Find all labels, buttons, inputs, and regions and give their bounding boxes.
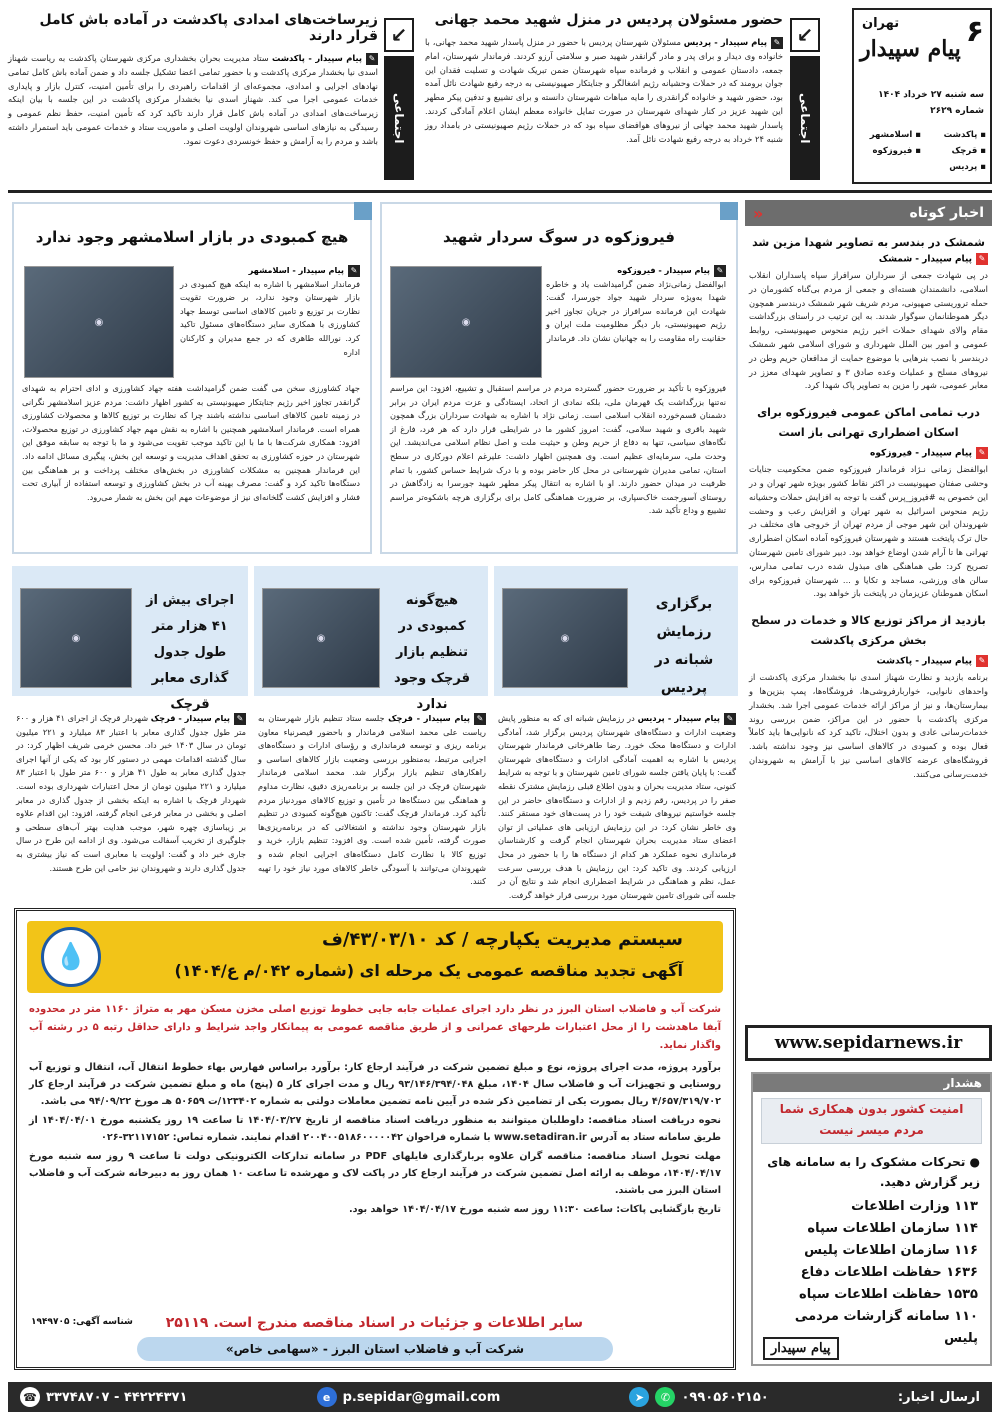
article-title: حضور مسئولان پردیس در منزل شهید محمد جهانی — [434, 12, 783, 28]
article-body: جهاد کشاورزی سخن می گفت ضمن گرامیداشت هفته جهاد کشاورزی و ادای احترام به شهدای گرانقدر تجاوز اخیر رژیم جنایتکار صهیونیستی به کشور اظهار داشت: مردم عزیز اسلامشهر نگرانی در زمینه تامین کالاهای اساسی نداشته باشند چرا که نظارت بر توزیع کالاها و محصولات کشاورزی همراه است. فرماندار اسلامشهر همچنین با اشاره به نقش مهم جهاد کشاورزی در توزیع محصولات، افزود: همکاری شرکت‌ها با ما با این تاکید موجب تقویت می‌شود و ما با توجه به سابقه موفق این شهرستان در حوزه کشاورزی به تحقق اهداف مدیریت و توسعه این بخش، پیگیری مسائل ادامه داد. این فرماندار همچنین به مشکلات کشاورزی در بخش‌های مختلف پرداخت و بر هماهنگی بین دستگاه‌ها تاکید کرد و گفت: مصرف بهینه آب در بخش کشاورزی و توسعه استفاده از آبیاری تحت فشار و افزایش کشت گلخانه‌ای نیز از موضوعات مهم این بخش به شمار می‌رود. — [22, 383, 360, 502]
article-lead: ✎پیام سپیدار - اسلامشهر فرماندار اسلامشهر با اشاره به اینکه هیچ کمبودی در بازار شهرستان وجود ندارد، بر ضرورت تقویت نظارت بر توزیع و تامین کالاهای اساسی توسط جهاد کشاورزی با همکاری سایر دستگاه‌های مسئول تاکید کرد. نورالله طاهری که در جمع مدیران و کارکنان اداره — [180, 265, 360, 357]
byline-icon: ✎ — [771, 37, 783, 49]
photo-curb-work: ◉ — [20, 588, 132, 688]
byline-icon: ✎ — [714, 265, 726, 277]
ad-title-2: آگهی تجدید مناقصه عمومی یک مرحله ای (شماره ۰۴۲/م ع/۱۴۰۴) — [174, 961, 683, 980]
region-pardis: ▪ پردیس — [949, 162, 986, 172]
sidebar-item-body: برنامه بازدید و نظارت شهناز اسدی نیا بخشدار مرکزی پاکدشت از واحدهای نانوایی، خواربارفروشی‌ها، فروشگاه‌ها، پمپ بنزین‌ها و بیمارستان‌ها، و نیز از مراکز ارائه خدمات عمومی اجرا شد. بخشدار مرکزی پاکدشت با حضور در این مراکز، ضمن بررسی روند خدمات‌رسانی عادی و بدون اختلال، تاکید کرد که نانوایی‌ها باید کاملاً فعال بوده و کمبودی در کالاهای اساسی نیز وجود نداشته باشد. فروشگاه‌های عرضه کالاهای اساسی نیز با آرامش به شهروندان خدمت‌رسانی می‌کنند. — [749, 672, 988, 779]
alert-numbers — [753, 1196, 990, 1350]
ad-para-2: نحوه دریافت اسناد مناقصه: داوطلبان میتوانند به منظور دریافت اسناد مناقصه از تاریخ ۱۴۰۴/۰۳/۲۷ تا ساعت ۱۹ روز یکشنبه مورخ ۱۴۰۴/۰۴/۰۱ از طریق سامانه ستاد به آدرس www.setadiran.ir با شماره فراخوان ۲۰۰۴۰۰۵۱۸۶۰۰۰۰۰۴۲ اقدام نمایند. شماره تماس: ۳۲۱۱۷۱۵۲-۰۲۶ — [29, 1115, 721, 1143]
tender-ad — [14, 908, 736, 1370]
article-bottom-3-content — [12, 566, 248, 712]
ad-footer-red: سایر اطلاعات و جزئیات در اسناد مناقصه مندرج است. ۲۵۱۱۹ — [165, 1315, 583, 1331]
article-lead: ✎پیام سپیدار - فیروزکوه ابوالفضل زمانی‌نژاد ضمن گرامیداشت یاد و خاطره شهدا به‌ویژه سردار شهید جواد جورسرا، گفت: شهادت این فرمانده سرافراز در جریان تجاوز اخیر رژیم صهیونیستی، بار دیگر مظلومیت ملت ایران و حقانیت راه مقاومت را به جهانیان نشان داد. فرماندار — [546, 265, 726, 343]
sidebar-item-byline: پیام سپیدار - شمشک — [878, 254, 972, 265]
sidebar-item-byline: پیام سپیدار - پاکدشت — [876, 656, 972, 667]
masthead-issue: شماره ۲۶۲۹ — [930, 106, 984, 116]
article-top-2 — [8, 8, 378, 186]
ad-header — [27, 921, 723, 993]
article-body: ✎پیام سپیدار - پردیس مسئولان شهرستان پردیس با حضور در منزل پاسدار شهید محمد جهانی، با خانواده وی دیدار و برای پدر و مادر گرانقدر شهید صبر و سلامتی آرزو کردند. فرماندار شهرستان، امام جمعه، دادستان عمومی و انقلاب و فرمانده سپاه شهرستان ضمن تبریک شهادت و تسلیت فقدان این جوان برومند که در حملات وحشیانه رژیم اشغالگر و جنایتکار صهیونیستی به درجه رفیع شهادت نائل آمده بود، حضور شهید و خانواده گرانقدری را مایه مباهات شهرستان دانسته و برای تشییع و تدفین پیکر مطهر این شهید عزیز در کنار شهدای شهرستان در صورت تمایل خانواده معظم ایشان اعلام آمادگی کردند. پاسدار شهید محمد جهانی از نیروهای هوافضای سپاه بود که در حملات رژیم صهیونیستی در بامداد روز شنبه ۲۴ خرداد به درجه رفیع شهادت نائل آمد. — [425, 37, 783, 144]
divider — [8, 190, 992, 193]
footer-send-label: ارسال اخبار: — [897, 1389, 980, 1405]
region-firuzkuh: ▪ فیروزکوه — [872, 146, 921, 156]
masthead-regions — [856, 130, 986, 172]
hotline-item: ۱۱۶ سازمان اطلاعات پلیس — [804, 1243, 978, 1258]
sidebar-item-title: درب تمامی اماکن عمومی فیروزکوه برای اسکان اضطراری تهرانی باز است — [757, 406, 980, 440]
byline-icon: ✎ — [366, 53, 378, 65]
footer-bar — [8, 1382, 992, 1412]
ad-logo — [41, 927, 101, 987]
region-eslamshahr: ▪ اسلامشهر — [869, 130, 921, 140]
arrow-icon: ↙ — [384, 18, 414, 52]
masthead-city: تهران — [862, 16, 900, 31]
sidebar-item-title: شمشک در بندسر به تصاویر شهدا مزین شد — [752, 236, 985, 249]
article-title: هیچ کمبودی در بازار اسلامشهر وجود ندارد — [35, 228, 349, 246]
masthead-logo: پیام سپیدار — [860, 36, 961, 62]
ad-footer-company: شرکت آب و فاضلاب استان البرز - «سهامی خاص» — [137, 1337, 613, 1361]
article-body: فیروزکوه با تأکید بر ضرورت حضور گسترده مردم در مراسم استقبال و تشییع، افزود: این مراسم نه‌تنها بزرگداشت یک قهرمان ملی، بلکه نمادی از اتحاد، ایستادگی و عزت مردم ایران در برابر دشمنان قسم‌خورده انقلاب اسلامی است. زمانی نژاد با اشاره به شهادت سرداران بزرگ همچون شهید باقری و شهید سلامی، گفت: امروز کشور ما در شرایطی قرار دارد که هر فرد، فارغ از نگاه‌های سیاسی، تنها به دفاع از حریم وطن و حیثیت ملت و اصل نظام اسلامی می‌اندیشد. این وحدت ملی، سرمایه‌ای عظیم است. وی همچنین اظهار داشت: علیرغم اعلام دورکاری در سطح استان، تمامی مدیران شهرستانی در محل کار حاضر بوده و با درک شرایط حساس کشور، با تمام ظرفیت در میدان حضور دارند. او با اشاره به انتقال پیکر مطهر شهید جورسرا به زادگاهش در روستای آسورجمت خاک‌سپاری، بر ضرورت هماهنگی کامل برای برگزاری هرچه باشکوه‌تر مراسم تشییع و وداع تأکید شد. — [390, 383, 726, 516]
article-title: برگزاری رزمایش شبانه در پردیس — [654, 596, 714, 696]
telegram-icon: ➤ — [629, 1387, 649, 1407]
chevron-icon: « — [753, 203, 764, 223]
corner-mark — [720, 202, 738, 220]
masthead — [852, 8, 992, 184]
article-bottom-1-content — [494, 566, 738, 696]
article-title: هیچ‌گونه کمبودی در تنظیم بازار قرچک وجود ندارد — [393, 593, 471, 712]
article-mid-1 — [380, 202, 738, 554]
region-gharchak: ▪ قرچک — [951, 146, 986, 156]
article-bottom-1-body: ✎پیام سپیدار - پردیس در رزمایش شبانه ای که به منظور پایش وضعیت ادارات و دستگاه‌های شهرستان پردیس برگزار شد، آمادگی ادارات و دستگاه‌ها محک خورد. رضا طاهرخانی فرماندار شهرستان پردیس با اشاره به اهمیت آمادگی ادارات و دستگاه‌های شهرستان گفت: با پایان یافتن جلسه شورای تامین شهرستان و با توجه به شرایط کنونی، ستاد مدیریت بحران و بدون اطلاع قبلی رزمایش مشترک نقطه صفر را در پردیس، رقم زدیم و از ادارات و دستگاه‌های حاضر در این جلسه خواستیم نیروهای شیفت خود را در پست‌های خود مستقر کنند. وی خاطر نشان کرد: در این رزمایش ارزیابی های عملیاتی از توان اعضای ستاد مدیریت بحران شهرستان انجام گرفت و کارشناسان فرمانداری نحوه عملکرد هر کدام از دستگاه ها را با حضور در محل ارزیابی کردند. وی تاکید کرد: این رزمایش با هدف بررسی سرعت عمل، نظم و هماهنگی در شرایط اضطراری انجام شد و نتایج آن در جلسه آتی شورای تامین شهرستان مورد بررسی قرار خواهد گرفت. — [498, 713, 736, 900]
hotline-item: ۱۱۳ وزارت اطلاعات — [851, 1199, 978, 1214]
website-link[interactable]: www.sepidarnews.ir — [745, 1025, 992, 1061]
water-drop-icon: 💧 — [54, 942, 88, 972]
region-pakdasht: ▪ پاکدشت — [943, 130, 986, 140]
alert-header: هشدار — [753, 1074, 990, 1092]
byline-icon: ✎ — [976, 447, 988, 459]
hotline-item: ۱۱۴ سازمان اطلاعات سپاه — [807, 1221, 978, 1236]
article-bottom-2-content — [254, 566, 488, 712]
arrow-icon: ↙ — [790, 18, 820, 52]
article-title: اجرای بیش از ۴۱ هزار متر طول جدول گذاری معابر قرچک — [146, 593, 234, 712]
email-icon: e — [317, 1387, 337, 1407]
ad-id: شناسه آگهی: ۱۹۴۹۷۰۵ — [31, 1317, 133, 1327]
sidebar-item-byline: پیام سپیدار - فیروزکوه — [870, 448, 972, 459]
article-bottom-3-body: ✎پیام سپیدار - قرچک شهردار قرچک از اجرای ۴۱ هزار و ۶۰۰ متر طول جدول گذاری معابر با اعتبار ۸۳ میلیارد و ۲۲۱ میلیون تومان در سال ۱۴۰۳ خبر داد. محسن خرمی شریف اظهار کرد: در سال گذشته اقدامات مهمی در دستور کار بود که یکی از آنها اجرای جدول گذاری معابر به طول ۴۱ هزار و ۶۰۰ متر طول با اعتبار ۸۳ میلیارد و ۲۲۱ میلیون تومان از محل اعتبارات شهرداری بوده است. شهردار قرچک با اشاره به اینکه بخشی از جدول گذاری در معابر اصلی و بخشی در معابر فرعی انجام گرفته، افزود: این اقدام علاوه بر زیباسازی چهره شهر، موجب هدایت بهتر آب‌های سطحی و جلوگیری از تخریب آسفالت می‌شود. وی از ادامه این طرح در سال جاری خبر داد و گفت: اولویت با معابری است که نیاز بیشتری به جدول گذاری دارند و شهروندان نیز حامی این طرح هستند. — [16, 713, 247, 873]
byline-icon: ✎ — [976, 655, 988, 667]
ad-para-4: تاریخ بازگشایی پاکات: ساعت ۱۱:۳۰ روز سه شنبه مورخ ۱۴۰۴/۰۴/۱۷ خواهد بود. — [348, 1204, 721, 1215]
photo-governor-eslamshahr: ◉ — [24, 266, 174, 378]
sidebar-item — [745, 601, 992, 781]
byline-icon: ✎ — [348, 265, 360, 277]
ad-para-3: مهلت تحویل اسناد مناقصه: مناقصه گران علاوه بربارگذاری فایلهای PDF در سامانه تدارکات الکترونیکی دولت تا ساعت ۹ روز سه شنبه مورخ ۱۴۰۴/۰۴/۱۷، موظف به ارائه اصل تضمین شرکت در فرآیند ارجاع کار در پاکت لاک و مهرشده تا ساعت ۱۰ همان روز به دبیرخانه شرکت آب و فاضلاب استان البرز می باشند. — [29, 1151, 722, 1196]
footer-mobile[interactable]: ۰۹۹۰۵۶۰۲۱۵۰ ✆ ➤ — [629, 1387, 768, 1407]
article-title: فیروزکوه در سوگ سردار شهید — [443, 228, 675, 246]
phone-icon: ☎ — [20, 1387, 40, 1407]
article-bottom-2-body: ✎پیام سپیدار - قرچک جلسه ستاد تنظیم بازار شهرستان به ریاست علی محمد اسلامی فرماندار و باحضور قیصرنیاء معاون برنامه ریزی و توسعه فرمانداری و رؤسای ادارات و دستگاه‌های اجرایی مرتبط، به‌منظور بررسی وضعیت بازار کالاهای اساسی و راهکارهای تنظیم بازار برگزار شد. محمد اسلامی فرماندار شهرستان قرچک در این جلسه بر برنامه‌ریزی دقیق، نظارت مداوم و هماهنگی بین دستگاه‌ها در تأمین و توزیع کالاهای موردنیاز مردم تأکید کرد. فرماندار قرچک گفت: تاکنون هیچ‌گونه کمبودی در تنظیم بازار شهرستان وجود نداشته و اشتغالاتی که در برنامه‌ریزی‌ها صورت گرفته، تأمین شده است. وی افزود: تنظیم بازار، خرید و توزیع کالا با نظارت کامل دستگاه‌های اجرایی انجام شده و شهروندان می‌توانند با آسودگی خاطر کالاهای مورد نیاز خود را تهیه کنند. — [258, 713, 486, 887]
corner-mark — [354, 202, 372, 220]
hotline-item: ۱۵۳۵ حفاظت اطلاعات سپاه — [799, 1287, 978, 1302]
sidebar-item — [745, 393, 992, 601]
hotline-item: ۱۱۰ سامانه گزارشات مردمی پلیس — [794, 1309, 978, 1346]
sidebar-item — [745, 226, 992, 393]
ad-para-1: برآورد پروژه، مدت اجرای پروژه، نوع و مبلغ تضمین شرکت در فرآیند ارجاع کار: برآورد براساس فهارس بهاء خطوط انتقال آب، انتقال و توزیع آب روستایی و تجهیزات آب و فاضلاب سال ۱۴۰۴، مبلغ ۹۳/۱۴۶/۳۹۴/۰۴۸ ریال و مدت اجرای کار ۵ (پنج) ماه و مبلغ تضمین شرکت در فرآیند ارجاع کار ۴/۶۵۷/۳۱۹/۷۰۲ ریال بصورت یکی از تضامین ذکر شده در آیین نامه تضمین معاملات دولتی به شماره ۱۲۳۴۰۲/ت ۵۰۶۵۹ هـ مورخ ۹۴/۰۹/۲۲ می باشد. — [29, 1062, 721, 1107]
photo-governor-firuzkuh: ◉ — [390, 266, 542, 378]
sidebar-header: اخبار کوتاه « — [745, 200, 992, 226]
sidebar — [745, 200, 992, 1368]
ad-intro: شرکت آب و فاضلاب استان البرز در نظر دارد اجرای عملیات جابه جایی خطوط توزیع اصلی مخزن مسکن مهر به متراژ ۱۱۶۰ متر در محدوده آبفا ماهدشت را از محل اعتبارات طرحهای عمرانی و از طریق مناقصه عمومی به پیمانکار واجد شرایط و دارای حداقل رتبه ۵ در رشته آب واگذار نماید. — [29, 1004, 722, 1051]
bullet-icon: ● — [965, 1155, 980, 1169]
photo-meeting: ◉ — [262, 588, 380, 688]
footer-email[interactable]: e p.sepidar@gmail.com — [317, 1387, 501, 1407]
whatsapp-icon: ✆ — [655, 1387, 675, 1407]
byline-icon: ✎ — [234, 713, 246, 725]
footer-office-phone[interactable]: ۴۴۲۲۴۳۷۱ - ۳۳۷۴۸۷۰۷ ☎ — [20, 1387, 187, 1407]
alert-logo: پیام سپیدار — [763, 1337, 839, 1360]
sidebar-item-body: در پی شهادت جمعی از سرداران سرافراز سپاه پاسداران انقلاب اسلامی، دانشمندان هسته‌ای و جمعی از مردم بی‌گناه کشورمان در حمله تروریستی صهیونی، مردم شریف شهر شمشک دربندسر همچون دیگر هموطنانمان سوگوار شدند. به این ترتیب در راستای بزرگداشت مقام والای شهدای حملات اخیر رژیم منحوس صهیونیستی، روابط عمومی و امور بین الملل شهرداری و شورای اسلامی شهر شمشک دربندسر با نصب بنرهایی با موضوع حمایت از مدافعان حریم وطن در نیروهای مسلح و عملیات وعده صادق ۳ و تصاویر شهدای معزز در معابر عمومی، شهر را مزین به تصاویر پاک شهدا کرد. — [749, 270, 988, 391]
byline-icon: ✎ — [976, 253, 988, 265]
page-number: ۶ — [965, 14, 984, 49]
ad-title-1: سیستم مدیریت یکپارچه / کد ۴۳/۰۳/۱۰/ف — [321, 929, 683, 950]
byline-icon: ✎ — [474, 713, 486, 725]
byline-icon: ✎ — [724, 713, 736, 725]
tag-social: اجتماعی — [790, 56, 820, 180]
sidebar-item-body: ابوالفضل زمانی نـژاد فرماندار فیروزکوه ضمن محکومیت جنایات وحشی صفتان صهیونیست در اکثر نقاط کشور بویژه شهر تهران و در این خصوص به #فیروز_پرس گفت با توجه به افزایش حملات وحشیانه رژیم منحوس اسرائیل به شهر تهران و افزایش رعب و وحشت شهروندان این شهر موجی از مردم تهران از خروجی های مختلف در حال ترک پایتخت هستند و شهرستان فیروزکوه آماده اسکان اضطراری تهرانی ها تا آرام شدن اوضاع خواهد بود. دبیر شورای تامین شهرستان تصریح کرد: طی هماهنگی های مبذول شده درب تمامی مدارس، سالن های ورزشی، مساجد و تکایا و ... شهرستان فیروزکوه برای اسکان هموطنان عزیزمان در پایتخت باز خواهد بود. — [749, 464, 988, 599]
alert-panel — [751, 1072, 992, 1366]
article-body: ✎پیام سپیدار - پاکدشت ستاد مدیریت بحران بخشداری مرکزی شهرستان پاکدشت به ریاست شهناز اسدی نیا بخشدار مرکزی پاکدشت و با حضور تمامی اعضا تشکیل جلسه داد و ضمن آماده باش کامل تمامی نهادهای اجرایی و امدادی، مجموعه‌ای از اقدامات راهبردی را برای تأمین امنیت، کنترل بازار و پایداری خدمات عمومی اجرا می کند. شهناز اسدی نیا بخشدار مرکزی پاکدشت در این جلسه با بیان اینکه زیرساخت‌های امدادی در آماده باش کامل قرار دارند تاکید کرد که تأمین امنیت، حفظ نظم عمومی و رسیدگی به نیازهای اساسی شهروندان اولویت اصلی و ماموریت ستاد و خدمات عمومی باید استمرار داشته باشد و مردم را به آرامش و حفظ خونسردی دعوت نمود. — [8, 53, 378, 146]
sidebar-item-title: بازدید از مراکز توزیع کالا و خدمات در سطح بخش مرکزی پاکدشت — [751, 614, 986, 648]
tag-social: اجتماعی — [384, 56, 414, 180]
article-top-1 — [425, 8, 783, 186]
article-title: زیرساخت‌های امدادی پاکدشت در آماده باش کامل قرار دارند — [39, 12, 378, 44]
alert-banner: امنیت کشور بدون همکاری شما مردم میسر نیست — [761, 1098, 982, 1144]
alert-intro: ● تحرکات مشکوک را به سامانه های زیر گزارش دهید. — [767, 1155, 980, 1189]
hotline-item: ۱۶۳۶ حفاظت اطلاعات دفاع — [800, 1265, 978, 1280]
masthead-date: سه شنبه ۲۷ خرداد ۱۴۰۴ — [878, 90, 984, 100]
photo-governor-pardis: ◉ — [502, 588, 628, 688]
article-mid-2 — [12, 202, 372, 554]
